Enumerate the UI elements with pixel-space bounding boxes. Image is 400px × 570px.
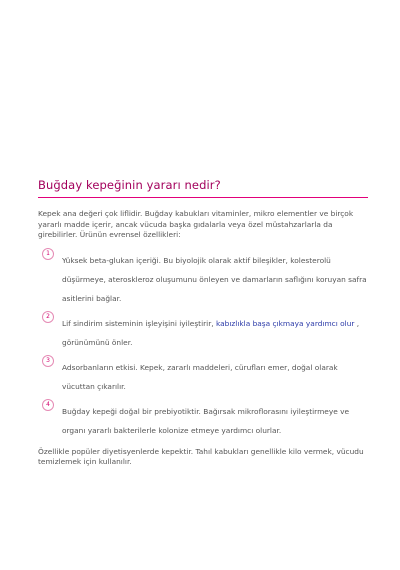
features-list [38, 248, 368, 437]
article-heading: Buğday kepeğinin yararı nedir? [38, 178, 221, 192]
feature-text-4: Buğday kepeği doğal bir prebiyotiktir. Bağırsak mikroflorasını iyileştirmeye ve organı yararlı bakterilerle kolonize etmeye yardımcı olurlar. [62, 406, 350, 435]
closing-paragraph: Özellikle popüler diyetisyenlerde kepektir. Tahıl kabukları genellikle kilo vermek, vücudu temizlemek için kullanılır. [38, 446, 364, 467]
constipation-help-link[interactable]: kabızlıkla başa çıkmaya yardımcı olur [215, 318, 355, 328]
feature-item-3 [38, 355, 368, 393]
feature-text-3: Adsorbanların etkisi. Kepek, zararlı maddeleri, cürufları emer, doğal olarak vücuttan çıkarılır. [62, 362, 338, 391]
heading-divider [38, 197, 368, 198]
feature-item-2 [38, 311, 368, 349]
feature-text-2-before: Lif sindirim sisteminin işleyişini iyileştirir, [62, 318, 214, 328]
feature-text-2 [62, 319, 359, 347]
article [38, 178, 368, 468]
number-badge-2: 2 [42, 311, 54, 323]
intro-paragraph: Kepek ana değeri çok liflidir. Buğday kabukları vitaminler, mikro elementler ve birçok yararlı madde içerir, ancak vücuda başka gıdalarla veya özel müstahzarlarla da girebilirler. Ürünün evrensel özellikleri: [38, 209, 354, 240]
number-badge-3: 3 [42, 355, 54, 367]
feature-text-2-after: , görünümünü önler. [62, 318, 360, 347]
number-badge-1: 1 [42, 248, 54, 260]
feature-text-1: Yüksek beta-glukan içeriği. Bu biyolojik olarak aktif bileşikler, kolesterolü düşürmeye, ateroskleroz oluşumunu önleyen ve damarların saflığını koruyan safra asitlerini bağlar. [62, 255, 367, 303]
number-badge-4: 4 [42, 399, 54, 411]
feature-item-1 [38, 248, 368, 305]
feature-item-4 [38, 399, 368, 437]
